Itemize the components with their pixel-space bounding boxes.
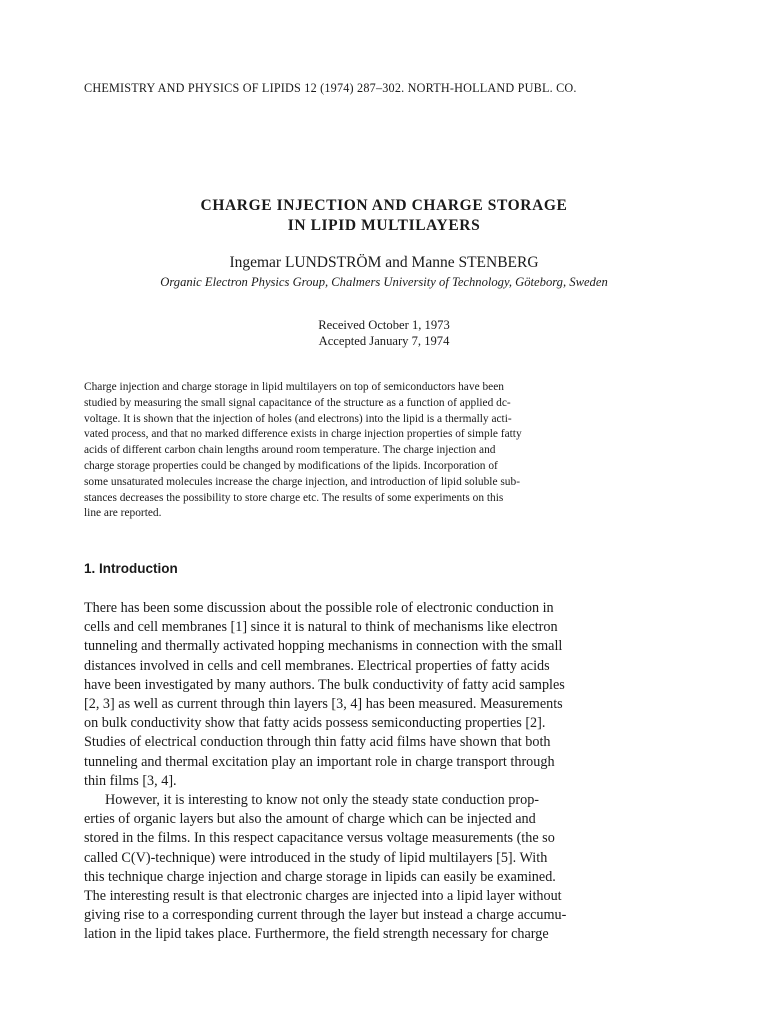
journal-header: CHEMISTRY AND PHYSICS OF LIPIDS 12 (1974) 287–302. NORTH-HOLLAND PUBL. CO. bbox=[84, 81, 577, 95]
abstract-line: voltage. It is shown that the injection of holes (and electrons) into the lipid is a thermally acti- bbox=[84, 412, 512, 425]
author-affiliation: Organic Electron Physics Group, Chalmers University of Technology, Göteborg, Sweden bbox=[160, 275, 608, 289]
body-line: on bulk conductivity show that fatty acids possess semiconducting properties [2]. bbox=[84, 715, 546, 732]
received-date: Received October 1, 1973 bbox=[318, 318, 450, 332]
section-heading-introduction: 1. Introduction bbox=[84, 561, 178, 576]
body-line: giving rise to a corresponding current through the layer but instead a charge accumu- bbox=[84, 907, 567, 924]
accepted-date: Accepted January 7, 1974 bbox=[318, 334, 450, 348]
body-line: However, it is interesting to know not only the steady state conduction prop- bbox=[105, 792, 540, 809]
body-line: erties of organic layers but also the amount of charge which can be injected and bbox=[84, 811, 536, 828]
body-line: lation in the lipid takes place. Furthermore, the field strength necessary for charge bbox=[84, 926, 549, 943]
body-line: There has been some discussion about the possible role of electronic conduction in bbox=[84, 600, 554, 616]
abstract-line: Charge injection and charge storage in lipid multilayers on top of semiconductors have been bbox=[84, 381, 504, 393]
body-line: The interesting result is that electronic charges are injected into a lipid layer without bbox=[84, 888, 562, 905]
body-line: called C(V)-technique) were introduced in the study of lipid multilayers [5]. With bbox=[84, 849, 548, 866]
body-line: [2, 3] as well as current through thin layers [3, 4] has been measured. Measurements bbox=[84, 696, 563, 713]
introduction-body bbox=[84, 599, 694, 945]
abstract bbox=[84, 380, 684, 522]
title-line: IN LIPID MULTILAYERS bbox=[287, 217, 481, 234]
body-line: this technique charge injection and charge storage in lipids can easily be examined. bbox=[84, 868, 556, 885]
paper-authors: Ingemar LUNDSTRÖM and Manne STENBERG bbox=[229, 254, 539, 271]
body-line: Studies of electrical conduction through thin fatty acid films have shown that both bbox=[84, 734, 551, 751]
body-line: cells and cell membranes [1] since it is natural to think of mechanisms like electron bbox=[84, 619, 558, 636]
body-line: distances involved in cells and cell membranes. Electrical properties of fatty acids bbox=[84, 657, 550, 674]
body-line: tunneling and thermal excitation play an important role in charge transport through bbox=[84, 753, 555, 770]
abstract-line: acids of different carbon chain lengths around room temperature. The charge injection and bbox=[84, 444, 496, 457]
body-line: tunneling and thermally activated hopping mechanisms in connection with the small bbox=[84, 638, 563, 655]
submission-dates bbox=[0, 317, 768, 349]
body-line: stored in the films. In this respect capacitance versus voltage measurements (the so bbox=[84, 830, 555, 847]
abstract-line: studied by measuring the small signal capacitance of the structure as a function of applied dc- bbox=[84, 396, 511, 409]
abstract-line: line are reported. bbox=[84, 507, 162, 520]
body-line: have been investigated by many authors. The bulk conductivity of fatty acid samples bbox=[84, 676, 565, 693]
body-line: thin films [3, 4]. bbox=[84, 772, 177, 789]
abstract-line: stances decreases the possibility to store charge etc. The results of some experiments on this bbox=[84, 491, 504, 504]
paper-title bbox=[0, 196, 768, 236]
abstract-line: charge storage properties could be changed by modifications of the lipids. Incorporation of bbox=[84, 459, 498, 472]
title-line: CHARGE INJECTION AND CHARGE STORAGE bbox=[200, 197, 568, 214]
abstract-line: some unsaturated molecules increase the charge injection, and introduction of lipid soluble sub- bbox=[84, 475, 520, 488]
abstract-line: vated process, and that no marked difference exists in charge injection properties of simple fatty bbox=[84, 428, 522, 441]
